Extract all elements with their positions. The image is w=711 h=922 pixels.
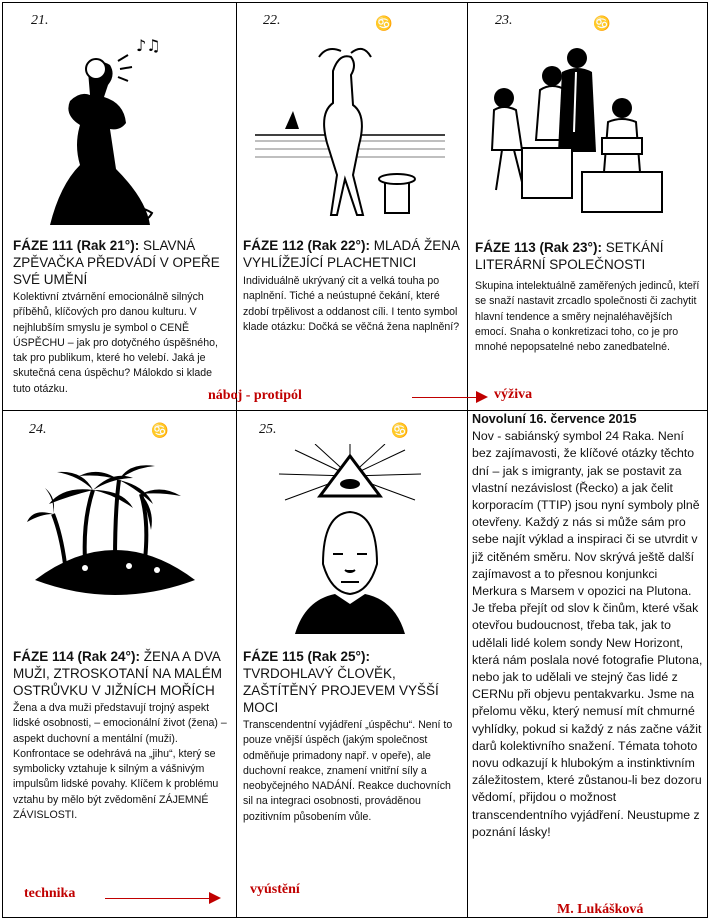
card-23 (467, 3, 707, 408)
card-21 (3, 3, 235, 408)
card-24 (3, 410, 235, 918)
eye-pyramid-man-illustration (275, 444, 425, 634)
card-25 (235, 410, 466, 918)
woman-at-sea-illustration (245, 31, 455, 231)
card-22 (235, 3, 466, 408)
arrow-icon (412, 397, 480, 398)
card-number: 22. (263, 13, 281, 28)
arrow-icon (105, 898, 213, 899)
label-vyusteni: vyústění (250, 882, 300, 897)
cancer-glyph-icon: ♋ (593, 15, 611, 31)
card-description: Individuálně ukrývaný cit a velká touha po naplnění. Tiché a neústupné čekání, které zdobí trpělivost a oddanost cíli. I tento symbol klade otázku: Dočká se věčná žena naplnění? (243, 275, 460, 333)
card-description: Skupina intelektuálně zaměřených jedinců, kteří se snaží nastavit zrcadlo společnosti či zachytit hlavní tendence a směry nejnaléhavějších emocí. Snaha o konkretizaci toho, co je pro mnohé nepopsatelné nebo zanedbatelné. (475, 280, 700, 354)
card-title: FÁZE 112 (Rak 22°): MLADÁ ŽENA VYHLÍŽEJÍCÍ PLACHETNICI (243, 238, 460, 270)
opera-singer-illustration (28, 31, 178, 231)
cancer-glyph-icon: ♋ (151, 422, 169, 438)
card-title: FÁZE 115 (Rak 25°): TVRDOHLAVÝ ČLOVĚK, ZAŠTÍTĚNÝ PROJEVEM VYŠŠÍ MOCI (243, 649, 439, 715)
label-naboj: náboj - protipól (208, 388, 302, 403)
new-moon-text: Nov - sabiánský symbol 24 Raka. Není bez zajímavosti, že klíčové otázky těchto dní – jak s imigranty, jak se postavit za vlastní nezávislost (Řecko) a jak čelit korporacím (TTIP) jsou nyní symboly plně otevřeny. Každý z nás si může sám pro sebe najít výklad a inspiraci či se utvrdit v již citěném směru. Nov skrývá ještě další zajímavost a to přesnou konjunkci Merkura s Marsem v opozici na Plutona. Je třeba přejít od slov k činům, které však otevřou budoucnost, třeba tak, jak to udělali lidé kolem sondy New Horizont, která nám poslala nové fotografie Plutona, nebo jak to udělali ve stejný čas lidé z CERNu při objevu pentakvarku. Jsme na přelomu věku, který nemusí mít chmurné vyhlídky, pokud si každý z nás začne vážit darů kolektivního snažení. Témata tohoto novu odkazují k hlubokým a instinktivním záležitostem, které zůstanou-li bez dozoru vědomí, přijdou o možnost transcendentního vyjádření. Neustupme z poznání lásky! (472, 429, 703, 839)
svg-text:♪♫: ♪♫ (136, 36, 161, 55)
card-number: 21. (31, 13, 49, 28)
label-technika: technika (24, 886, 76, 901)
card-description: Žena a dva muži představují trojný aspekt lidské osobnosti, – emocionální život (žena) – aspekt duchovní a mentální (muži). Konfrontace se odehrává na „jihu“, který se symbolicky vztahuje k silným a vášnivým impulsům lidské povahy. Klíčem k problému vztahu by mělo být zvědomění ZÁJEMNÉ ZÁVISLOSTI. (13, 702, 227, 822)
card-number: 25. (259, 422, 277, 437)
label-vyziva: výživa (494, 387, 533, 402)
new-moon-heading: Novoluní 16. července 2015 (472, 412, 637, 426)
card-title: FÁZE 113 (Rak 23°): SETKÁNÍ LITERÁRNÍ SPOLEČNOSTI (475, 240, 664, 272)
new-moon-commentary (472, 411, 704, 841)
cancer-glyph-icon: ♋ (391, 422, 409, 438)
card-title: FÁZE 114 (Rak 24°): ŽENA A DVA MUŽI, ZTROSKOTANÍ NA MALÉM OSTRŮVKU V JIŽNÍCH MOŘÍCH (13, 649, 223, 698)
card-title: FÁZE 111 (Rak 21°): SLAVNÁ ZPĚVAČKA PŘEDVÁDÍ V OPEŘE SVÉ UMĚNÍ (13, 238, 220, 287)
author-signature: M. Lukášková (557, 902, 644, 917)
literary-society-illustration (482, 38, 692, 228)
island-illustration (25, 460, 205, 610)
cancer-glyph-icon: ♋ (375, 15, 393, 31)
card-number: 24. (29, 422, 47, 437)
card-description: Kolektivní ztvárnění emocionálně silných příběhů, klíčových pro danou kulturu. V nejhlubším smyslu je symbol o CENĚ ÚSPĚCHU – jak pro dotyčného úspěšného, tak pro publikum, které ho velebí. Jaká je skutečná cena úspěchu? Málokdo si klade tuto otázku. (13, 291, 218, 395)
card-description: Transcendentní vyjádření „úspěchu“. Není to pouze vnější úspěch (jakým společnost odměňuje primadony např. v opeře), ale duchovní reakce, znamení vnitřní síly a neobyčejného NADÁNÍ. Reakce duchovních sil na integraci osobnosti, prováděnou pozitivním působením vůle. (243, 719, 453, 823)
card-number: 23. (495, 13, 513, 28)
